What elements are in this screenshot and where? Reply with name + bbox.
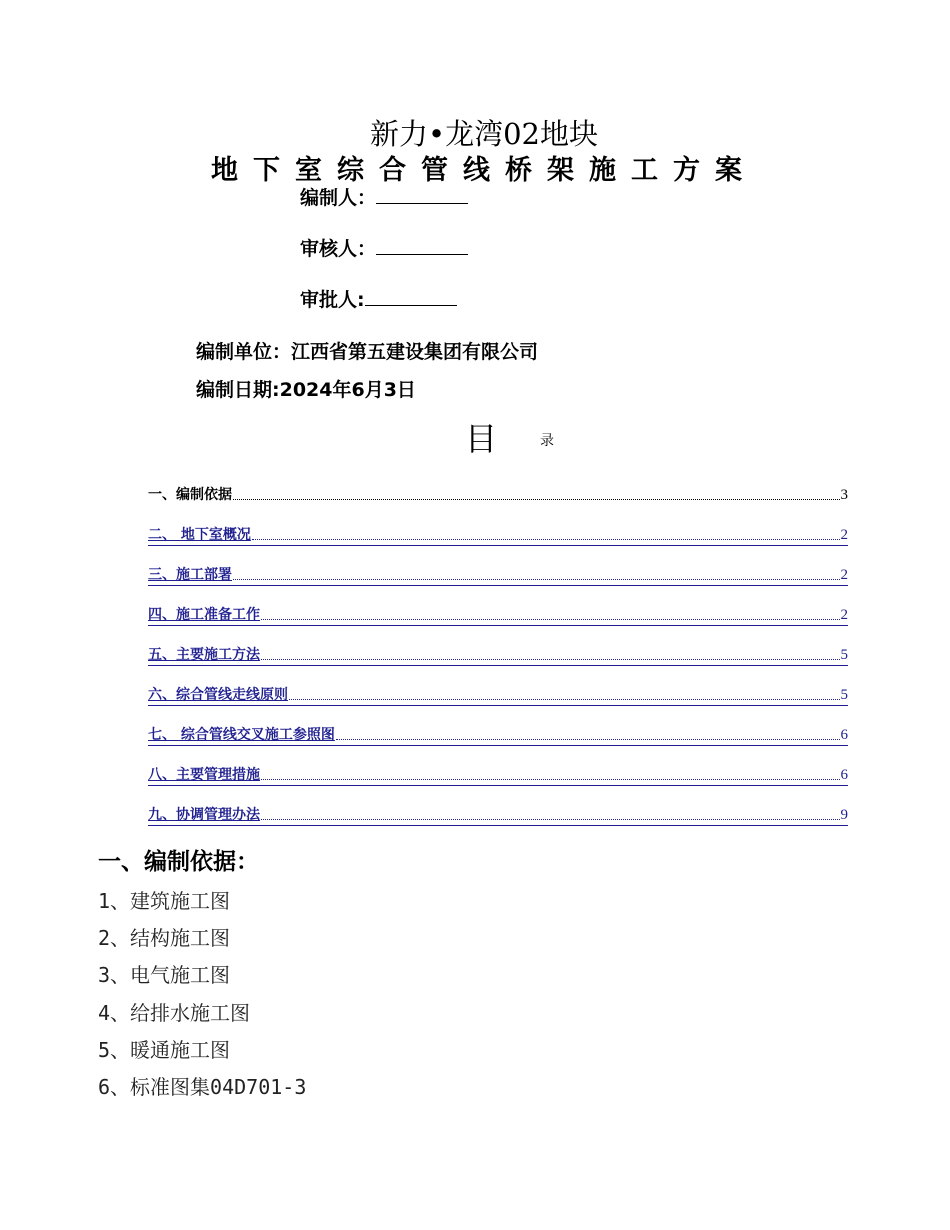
toc-entry[interactable] bbox=[148, 724, 848, 744]
toc-entry-page: 6 bbox=[840, 767, 848, 783]
signature-label: 审核人： bbox=[300, 238, 377, 260]
toc-entry[interactable] bbox=[148, 764, 848, 784]
basis-item: 5、暖通施工图 bbox=[98, 1037, 231, 1062]
toc-heading-suffix: 录 bbox=[540, 433, 554, 449]
compiling-unit: 编制单位：江西省第五建设集团有限公司 bbox=[196, 341, 539, 363]
toc-leader-dots bbox=[233, 498, 840, 500]
toc-leader-dots bbox=[261, 818, 840, 820]
toc-leader-dots bbox=[336, 738, 840, 740]
toc-entry-page: 2 bbox=[840, 567, 848, 583]
toc-entry[interactable] bbox=[148, 804, 848, 824]
signature-blank[interactable] bbox=[376, 184, 468, 204]
toc-entry-page: 2 bbox=[840, 607, 848, 623]
toc-entry bbox=[148, 484, 848, 504]
document-title: 新力•龙湾02地块 bbox=[369, 117, 598, 151]
toc-entry-label: 九、协调管理办法 bbox=[148, 807, 260, 823]
document-subtitle: 地下室综合管线桥架施工方案 bbox=[211, 155, 757, 186]
toc-leader-dots bbox=[252, 538, 840, 540]
toc-leader-dots bbox=[233, 578, 840, 580]
toc-leader-dots bbox=[289, 698, 840, 700]
signature-blank[interactable] bbox=[376, 235, 468, 255]
signature-compiler bbox=[300, 183, 468, 210]
signature-label: 编制人： bbox=[300, 187, 377, 209]
toc-entry-label: 六、综合管线走线原则 bbox=[148, 687, 288, 703]
basis-item: 3、电气施工图 bbox=[98, 963, 231, 988]
toc-entry-label: 八、主要管理措施 bbox=[148, 767, 260, 783]
toc-entry[interactable] bbox=[148, 604, 848, 624]
toc-entry-label: 五、主要施工方法 bbox=[148, 647, 260, 663]
toc-entry-label: 七、 综合管线交叉施工参照图 bbox=[148, 727, 335, 743]
toc-heading: 目 bbox=[465, 420, 498, 458]
toc-entry-page: 5 bbox=[840, 687, 848, 703]
toc-entry[interactable] bbox=[148, 684, 848, 704]
basis-item: 1、建筑施工图 bbox=[98, 889, 231, 913]
basis-item: 4、给排水施工图 bbox=[98, 1000, 251, 1025]
signature-blank[interactable] bbox=[365, 286, 457, 306]
toc-entry-page: 6 bbox=[840, 727, 848, 743]
toc-entry-label: 三、施工部署 bbox=[148, 567, 232, 583]
toc-leader-dots bbox=[261, 658, 840, 660]
toc-entry-page: 3 bbox=[840, 487, 848, 503]
toc-entry[interactable] bbox=[148, 524, 848, 544]
toc-entry-label: 二、 地下室概况 bbox=[148, 527, 251, 543]
toc-entry-page: 5 bbox=[840, 647, 848, 663]
signature-approver bbox=[300, 285, 457, 312]
basis-item: 2、结构施工图 bbox=[98, 926, 231, 951]
toc-entry[interactable] bbox=[148, 644, 848, 664]
toc-entry[interactable] bbox=[148, 564, 848, 584]
signature-label: 审批人: bbox=[300, 289, 365, 311]
toc-entry-label: 一、编制依据 bbox=[148, 487, 232, 503]
toc-entry-page: 2 bbox=[840, 527, 848, 543]
signature-reviewer bbox=[300, 234, 468, 261]
section-heading: 一、编制依据： bbox=[98, 849, 259, 875]
toc-leader-dots bbox=[261, 778, 840, 780]
compiling-date: 编制日期:2024年6月3日 bbox=[196, 379, 416, 401]
toc-entry-page: 9 bbox=[840, 807, 848, 823]
basis-item: 6、标准图集04D701-3 bbox=[98, 1075, 307, 1099]
toc-leader-dots bbox=[261, 618, 840, 620]
toc-entry-label: 四、施工准备工作 bbox=[148, 607, 260, 623]
